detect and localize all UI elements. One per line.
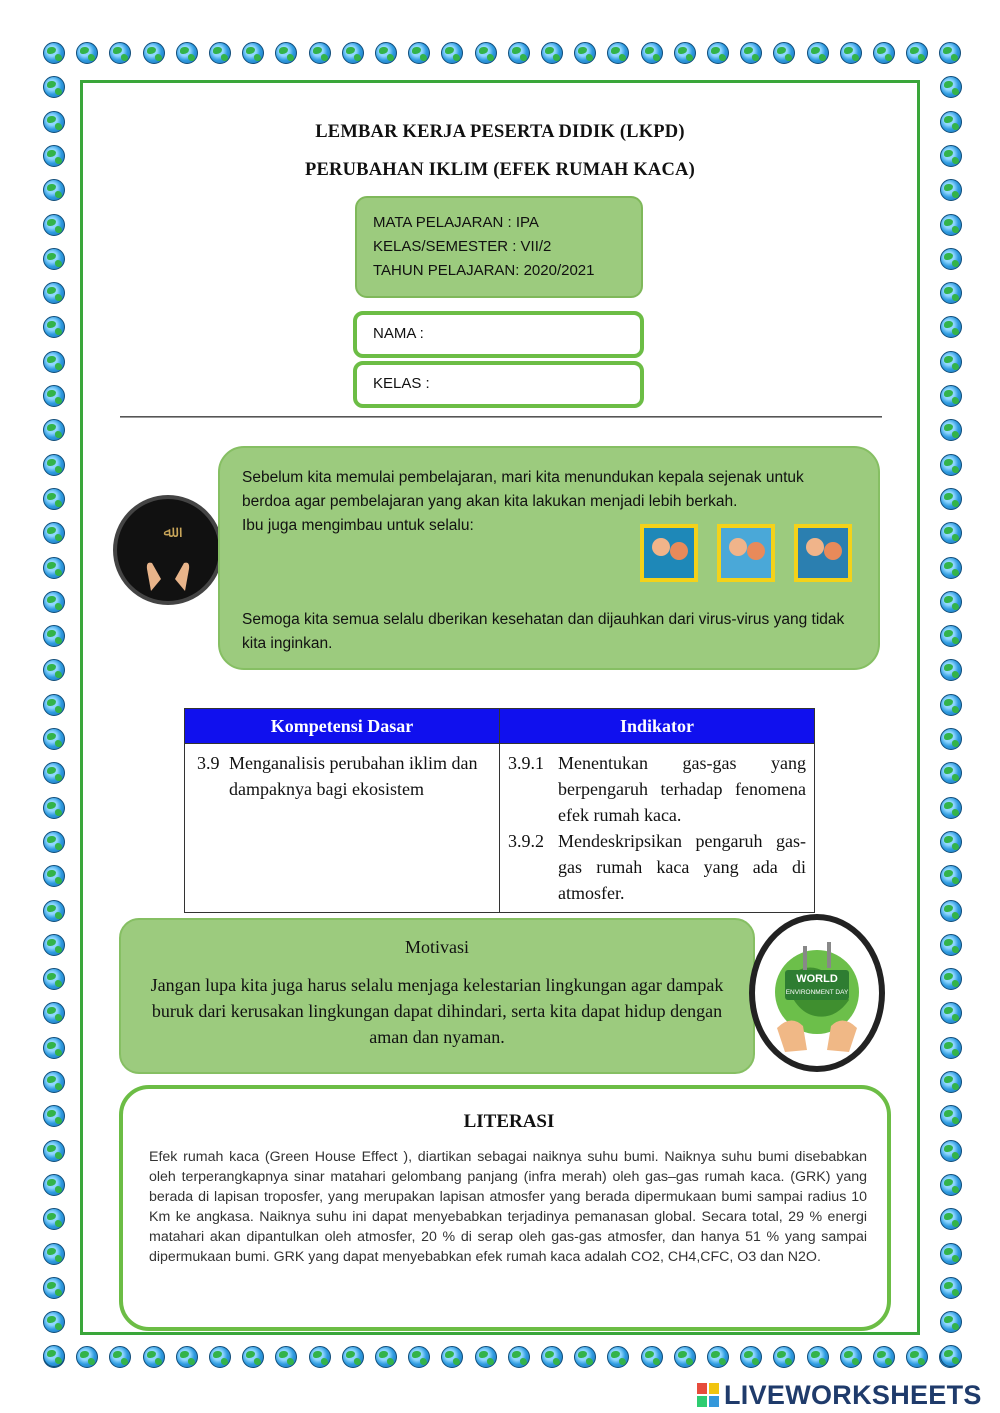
globe-icon <box>940 900 962 922</box>
globe-icon <box>209 42 231 64</box>
globe-icon <box>873 1346 895 1368</box>
globe-icon <box>740 42 762 64</box>
face-mask-check-icon <box>794 524 852 582</box>
indicator-text: Mendeskripsikan pengaruh gas-gas rumah kaca yang ada di atmosfer. <box>558 831 806 903</box>
globe-icon <box>773 42 795 64</box>
globe-icon <box>43 728 65 750</box>
globe-icon <box>43 42 65 64</box>
badge-day-text: ENVIRONMENT DAY <box>785 989 849 996</box>
globe-icon <box>43 934 65 956</box>
motivation-text: Jangan lupa kita juga harus selalu menjaga kelestarian lingkungan agar dampak buruk dari kerusakan lingkungan dapat dihindari, serta kita dapat hidup dengan aman dan nyaman. <box>150 975 724 1047</box>
indicator-number: 3.9.2 <box>508 831 544 851</box>
globe-icon <box>309 1346 331 1368</box>
globe-icon <box>43 488 65 510</box>
globe-icon <box>43 1208 65 1230</box>
literacy-text: Efek rumah kaca (Green House Effect ), diartikan sebagai naiknya suhu bumi. Naiknya suhu bumi disebabkan oleh terperangkapnya sinar matahari gelombang panjang (infra merah) oleh gas–gas rumah kaca. (GRK) yang berada di lapisan troposfer, yang merupakan lapisan atmosfer yang berada dipermukaan bumi sampai radius 10 Km ke angkasa. Naiknya suhu ini dapat menyebabkan terjadinya pemanasan global. Secara total, 29 % energi matahari akan dipantulkan oleh atmosfer, 20 % di serap oleh gas-gas atmosfer, dan hanya 51 % yang sampai dipermukaan bumi. GRK yang dapat menyebabkan efek rumah kaca adalah CO2, CH4,CFC, O3 dan N2O. <box>149 1149 867 1265</box>
globe-icon <box>43 282 65 304</box>
globe-icon <box>475 42 497 64</box>
literacy-title: LITERASI <box>463 1111 555 1132</box>
globe-icon <box>76 42 98 64</box>
globe-icon <box>441 1346 463 1368</box>
globe-icon <box>375 42 397 64</box>
globe-icon <box>940 248 962 270</box>
school-year-line: TAHUN PELAJARAN: 2020/2021 <box>373 262 595 279</box>
globe-icon <box>408 1346 430 1368</box>
globe-icon <box>43 762 65 784</box>
globe-icon <box>607 1346 629 1368</box>
globe-icon <box>242 1346 264 1368</box>
globe-icon <box>940 1311 962 1333</box>
globe-icon <box>43 522 65 544</box>
indicator-header: Indikator <box>500 709 815 744</box>
globe-icon <box>342 1346 364 1368</box>
globe-icon <box>43 1140 65 1162</box>
globe-icon <box>940 419 962 441</box>
competency-table <box>184 708 815 913</box>
globe-icon <box>143 42 165 64</box>
globe-icon <box>574 42 596 64</box>
motivation-box <box>119 918 755 1074</box>
globe-icon <box>43 1002 65 1024</box>
globe-icon <box>574 1346 596 1368</box>
globe-icon <box>43 659 65 681</box>
globe-icon <box>43 1174 65 1196</box>
globe-icon <box>840 42 862 64</box>
globe-icon <box>143 1346 165 1368</box>
globe-icon <box>940 1243 962 1265</box>
globe-icon <box>940 1140 962 1162</box>
globe-icon <box>940 454 962 476</box>
globe-icon <box>674 42 696 64</box>
globe-icon <box>176 1346 198 1368</box>
globe-icon <box>940 1174 962 1196</box>
kd-text: Menganalisis perubahan iklim dan dampaknya bagi ekosistem <box>229 753 478 799</box>
globe-icon <box>940 762 962 784</box>
globe-icon <box>940 728 962 750</box>
globe-icon <box>940 214 962 236</box>
class-semester-line: KELAS/SEMESTER : VII/2 <box>373 238 552 255</box>
badge-world-text: WORLD <box>796 973 838 985</box>
divider <box>120 416 882 418</box>
globe-icon <box>940 968 962 990</box>
globe-icon <box>43 351 65 373</box>
globe-icon <box>209 1346 231 1368</box>
globe-icon <box>275 1346 297 1368</box>
indicator-text: Menentukan gas-gas yang berpengaruh terhadap fenomena efek rumah kaca. <box>558 753 806 825</box>
globe-icon <box>275 42 297 64</box>
globe-icon <box>940 76 962 98</box>
globe-icon <box>940 557 962 579</box>
prayer-text: Sebelum kita memulai pembelajaran, mari kita menundukan kepala sejenak untuk berdoa agar pembelajaran yang akan kita lakukan menjadi lebih berkah. <box>242 469 804 510</box>
globe-icon <box>641 1346 663 1368</box>
globe-icon <box>940 831 962 853</box>
globe-icon <box>940 179 962 201</box>
globe-icon <box>475 1346 497 1368</box>
globe-icon <box>940 1002 962 1024</box>
globe-icon <box>940 797 962 819</box>
globe-icon <box>109 42 131 64</box>
kd-header: Kompetensi Dasar <box>185 709 500 744</box>
globe-icon <box>43 214 65 236</box>
globe-icon <box>342 42 364 64</box>
globe-icon <box>940 488 962 510</box>
globe-icon <box>940 522 962 544</box>
globe-icon <box>906 42 928 64</box>
globe-icon <box>43 248 65 270</box>
globe-icon <box>43 1311 65 1333</box>
subject-line: MATA PELAJARAN : IPA <box>373 214 539 231</box>
globe-icon <box>109 1346 131 1368</box>
globe-icon <box>43 1243 65 1265</box>
globe-icon <box>940 1037 962 1059</box>
globe-icon <box>674 1346 696 1368</box>
globe-icon <box>740 1346 762 1368</box>
literacy-box <box>119 1085 891 1331</box>
globe-icon <box>76 1346 98 1368</box>
motivation-title: Motivasi <box>404 937 469 957</box>
globe-icon <box>43 419 65 441</box>
globe-icon <box>43 1105 65 1127</box>
globe-icon <box>607 42 629 64</box>
globe-icon <box>43 865 65 887</box>
globe-icon <box>508 1346 530 1368</box>
class-field[interactable] <box>353 361 644 408</box>
globe-icon <box>242 42 264 64</box>
globe-icon <box>940 282 962 304</box>
globe-icon <box>43 625 65 647</box>
liveworksheets-logo-icon <box>697 1383 719 1407</box>
praying-hands-icon <box>113 495 223 605</box>
globe-icon <box>873 42 895 64</box>
globe-icon <box>940 1071 962 1093</box>
indicator-cell <box>500 744 815 913</box>
mask-icon <box>640 524 698 582</box>
globe-icon <box>43 968 65 990</box>
globe-icon <box>940 351 962 373</box>
globe-icon <box>940 385 962 407</box>
globe-icon <box>43 1037 65 1059</box>
prayer-box <box>218 446 880 670</box>
globe-icon <box>43 316 65 338</box>
globe-icon <box>940 1208 962 1230</box>
globe-icon <box>43 797 65 819</box>
globe-icon <box>43 76 65 98</box>
globe-icon <box>940 591 962 613</box>
globe-icon <box>940 625 962 647</box>
globe-icon <box>940 659 962 681</box>
globe-icon <box>541 1346 563 1368</box>
globe-icon <box>906 1346 928 1368</box>
class-label: KELAS : <box>373 375 430 392</box>
name-label: NAMA : <box>373 325 424 342</box>
globe-icon <box>940 934 962 956</box>
globe-icon <box>43 557 65 579</box>
globe-icon <box>707 42 729 64</box>
globe-icon <box>940 694 962 716</box>
globe-icon <box>541 42 563 64</box>
kd-number: 3.9 <box>197 753 220 773</box>
name-field[interactable] <box>353 311 644 358</box>
globe-icon <box>840 1346 862 1368</box>
globe-icon <box>773 1346 795 1368</box>
brand-name: LIVEWORKSHEETS <box>724 1380 982 1410</box>
globe-icon <box>43 1071 65 1093</box>
globe-icon <box>508 42 530 64</box>
globe-icon <box>940 316 962 338</box>
globe-icon <box>43 179 65 201</box>
page-subtitle: PERUBAHAN IKLIM (EFEK RUMAH KACA) <box>305 160 695 180</box>
globe-icon <box>940 1277 962 1299</box>
globe-icon <box>940 865 962 887</box>
globe-icon <box>408 42 430 64</box>
kd-cell <box>185 744 500 913</box>
globe-icon <box>43 454 65 476</box>
globe-icon <box>939 42 961 64</box>
closing-text: Semoga kita semua selalu dberikan kesehatan dan dijauhkan dari virus-virus yang tidak kita inginkan. <box>242 611 845 652</box>
subject-info-box <box>355 196 643 298</box>
globe-icon <box>43 1277 65 1299</box>
globe-icon <box>707 1346 729 1368</box>
globe-icon <box>807 1346 829 1368</box>
globe-icon <box>43 694 65 716</box>
globe-icon <box>441 42 463 64</box>
reminder-text: Ibu juga mengimbau untuk selalu: <box>242 517 474 534</box>
globe-icon <box>176 42 198 64</box>
globe-icon <box>375 1346 397 1368</box>
globe-icon <box>43 900 65 922</box>
globe-icon <box>43 591 65 613</box>
globe-icon <box>309 42 331 64</box>
world-environment-day-icon <box>749 914 885 1072</box>
page-title: LEMBAR KERJA PESERTA DIDIK (LKPD) <box>315 122 685 142</box>
globe-icon <box>807 42 829 64</box>
indicator-number: 3.9.1 <box>508 753 544 773</box>
handwash-icon <box>717 524 775 582</box>
globe-icon <box>43 831 65 853</box>
globe-icon <box>940 1345 962 1367</box>
globe-icon <box>940 1105 962 1127</box>
globe-icon <box>641 42 663 64</box>
globe-icon <box>43 385 65 407</box>
svg-text:ﷲ: ﷲ <box>163 522 173 541</box>
